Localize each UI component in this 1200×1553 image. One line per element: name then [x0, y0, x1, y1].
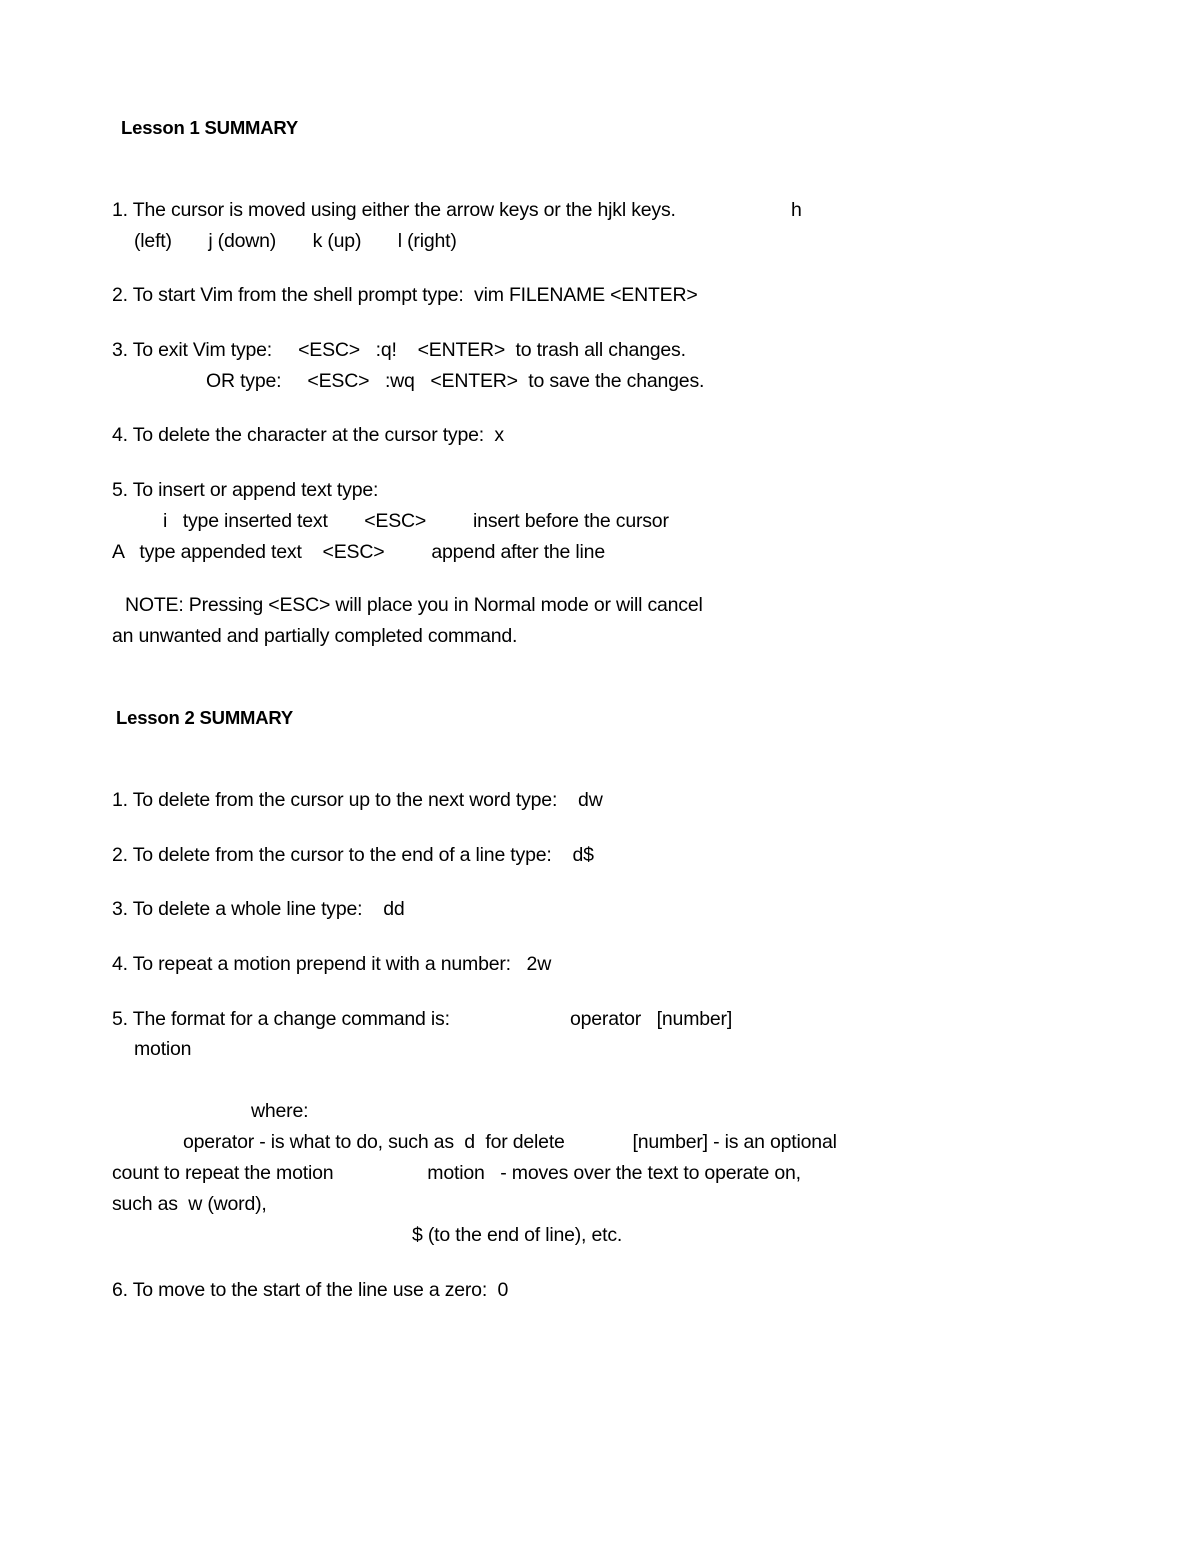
- lesson1-item5-line1: 5. To insert or append text type:: [112, 479, 379, 501]
- lesson2-title: Lesson 2 SUMMARY: [116, 707, 294, 728]
- lesson2-item5-line2: motion: [134, 1038, 192, 1060]
- lesson1-item5-line2: i type inserted text <ESC> insert before the cursor: [163, 510, 669, 532]
- lesson2-where: where:: [251, 1100, 309, 1122]
- lesson2-item2: 2. To delete from the cursor to the end of a line type: d$: [112, 844, 594, 866]
- lesson2-item5-line1: 5. The format for a change command is:: [112, 1008, 450, 1030]
- lesson2-where-line4: $ (to the end of line), etc.: [412, 1224, 623, 1246]
- lesson1-item3-line2: OR type: <ESC> :wq <ENTER> to save the changes.: [206, 370, 705, 392]
- lesson2-where-line1: operator - is what to do, such as d for delete [number] - is an optional: [183, 1131, 837, 1153]
- lesson1-title: Lesson 1 SUMMARY: [121, 117, 299, 138]
- lesson1-item1-line2: (left) j (down) k (up) l (right): [134, 230, 457, 252]
- lesson1-item4: 4. To delete the character at the cursor type: x: [112, 424, 504, 446]
- lesson2-item3: 3. To delete a whole line type: dd: [112, 898, 405, 920]
- lesson2-item6: 6. To move to the start of the line use a zero: 0: [112, 1279, 509, 1301]
- lesson2-where-line3: such as w (word),: [112, 1193, 267, 1215]
- lesson2-item1: 1. To delete from the cursor up to the next word type: dw: [112, 789, 603, 811]
- lesson2-item5-operator: operator [number]: [570, 1008, 733, 1030]
- lesson1-note-line2: an unwanted and partially completed command.: [112, 625, 518, 647]
- lesson1-note-line1: NOTE: Pressing <ESC> will place you in Normal mode or will cancel: [125, 594, 703, 616]
- lesson2-item4: 4. To repeat a motion prepend it with a number: 2w: [112, 953, 552, 975]
- lesson2-where-line2: count to repeat the motion motion - moves over the text to operate on,: [112, 1162, 801, 1184]
- lesson1-item3-line1: 3. To exit Vim type: <ESC> :q! <ENTER> to trash all changes.: [112, 339, 686, 361]
- lesson1-item2: 2. To start Vim from the shell prompt type: vim FILENAME <ENTER>: [112, 284, 698, 306]
- lesson1-item1-line1: 1. The cursor is moved using either the arrow keys or the hjkl keys.: [112, 199, 676, 221]
- lesson1-item5-line3: A type appended text <ESC> append after the line: [112, 541, 605, 563]
- lesson1-item1-key-h: h: [791, 199, 802, 221]
